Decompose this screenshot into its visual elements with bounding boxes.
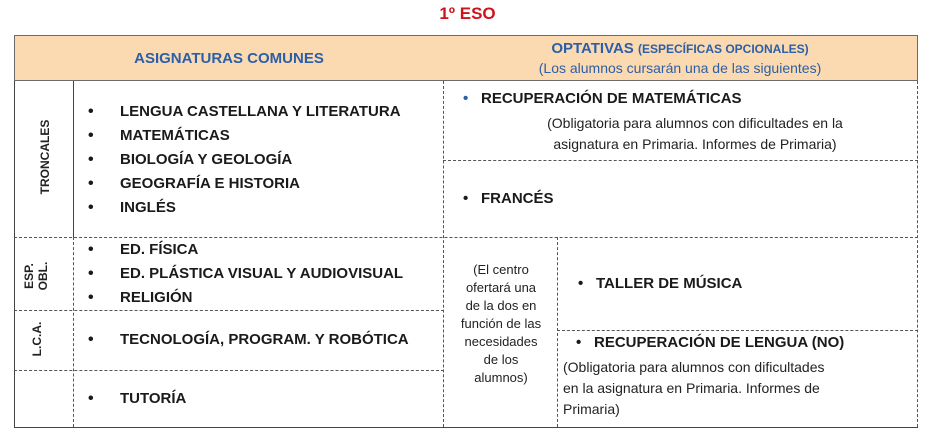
note-line: necesidades <box>464 334 538 349</box>
divider <box>557 330 918 331</box>
bullet-icon: • <box>463 190 469 207</box>
page-title: 1º ESO <box>439 4 496 23</box>
note-line: de los <box>483 352 519 367</box>
optativa-rec-lengua <box>576 334 844 351</box>
bullet-icon: • <box>578 275 584 292</box>
header-optativas-label: OPTATIVAS <box>551 40 634 57</box>
optativa-rec-mat <box>463 90 742 107</box>
optativa-rec-mat-note <box>480 113 910 155</box>
note-line: (Obligatoria para alumnos con dificultades en la <box>547 115 843 131</box>
header-optativas-qualifier: (ESPECÍFICAS OPCIONALES) <box>637 42 809 56</box>
divider <box>14 370 444 371</box>
section-label-esp-obl <box>22 256 50 296</box>
list-item: • TECNOLOGÍA, PROGRAM. Y ROBÓTICA <box>86 328 409 352</box>
divider <box>443 81 444 427</box>
lca-list <box>86 328 409 352</box>
list-item: • BIOLOGÍA Y GEOLOGÍA <box>86 148 401 172</box>
list-item: • GEOGRAFÍA E HISTORIA <box>86 172 401 196</box>
note-line: alumnos) <box>474 370 528 385</box>
list-item: • TUTORÍA <box>86 387 186 411</box>
list-item: • MATEMÁTICAS <box>86 124 401 148</box>
optativa-taller-musica <box>578 275 742 292</box>
optativa-taller-label: TALLER DE MÚSICA <box>596 275 743 292</box>
optativa-frances <box>463 190 554 207</box>
note-line: (El centro <box>473 262 529 277</box>
note-line: en la asignatura en Primaria. Informes de <box>563 380 820 396</box>
header-optativas-subtitle: (Los alumnos cursarán una de las siguientes) <box>538 60 822 76</box>
list-item: • ED. FÍSICA <box>86 238 403 262</box>
troncales-list <box>86 100 401 220</box>
divider <box>14 427 918 428</box>
list-item: • ED. PLÁSTICA VISUAL Y AUDIOVISUAL <box>86 262 403 286</box>
centro-note <box>446 261 556 387</box>
list-item: • RELIGIÓN <box>86 286 403 310</box>
section-label-lca: L.C.A. <box>30 321 44 357</box>
divider <box>443 160 918 161</box>
divider <box>14 81 15 427</box>
header-optativas-title <box>443 40 917 57</box>
note-line: (Obligatoria para alumnos con dificultades <box>563 359 825 375</box>
divider <box>917 81 918 427</box>
note-line: Primaria) <box>563 401 620 417</box>
list-item: • LENGUA CASTELLANA Y LITERATURA <box>86 100 401 124</box>
optativa-frances-label: FRANCÉS <box>481 190 554 207</box>
section-label-obl: OBL. <box>36 261 50 291</box>
header-comunes-label: ASIGNATURAS COMUNES <box>134 49 324 67</box>
optativa-rec-lengua-note <box>563 357 913 420</box>
section-label-esp: ESP. <box>22 263 36 289</box>
header-comunes <box>14 35 444 81</box>
note-line: función de las <box>460 316 542 331</box>
section-label-troncales: TRONCALES <box>38 119 52 195</box>
divider <box>73 81 74 237</box>
list-item: • INGLÉS <box>86 196 401 220</box>
note-line: de la dos en <box>465 298 537 313</box>
optativa-rec-lengua-title: RECUPERACIÓN DE LENGUA (NO) <box>594 334 845 351</box>
bullet-icon: • <box>463 90 469 107</box>
note-line: asignatura en Primaria. Informes de Primaria) <box>553 136 837 152</box>
bullet-icon: • <box>576 334 582 351</box>
divider <box>557 237 558 427</box>
optativa-rec-mat-title: RECUPERACIÓN DE MATEMÁTICAS <box>481 90 742 107</box>
note-line: ofertará una <box>465 280 537 295</box>
divider <box>14 310 444 311</box>
header-optativas <box>443 35 918 81</box>
tutoria-list <box>86 387 186 411</box>
divider <box>73 237 74 427</box>
esp-obl-list <box>86 238 403 310</box>
